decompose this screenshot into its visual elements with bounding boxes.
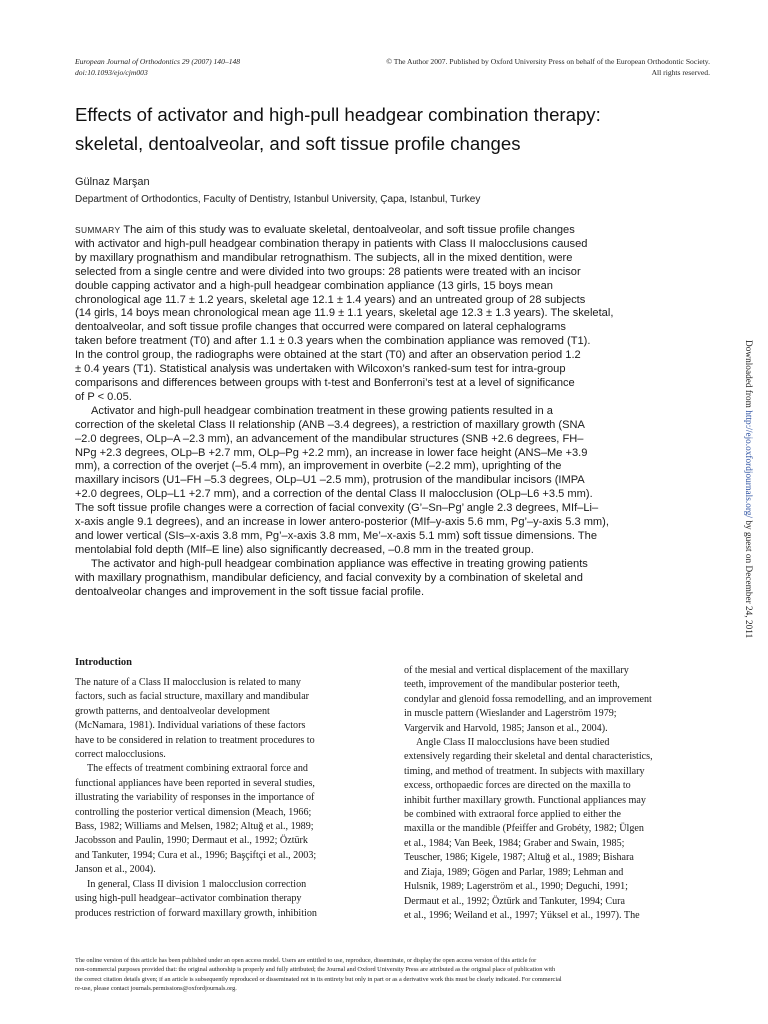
body-line: condylar and glenoid fossa remodelling, and an improvement [404,693,652,705]
open-access-footnote [75,956,711,994]
body-line: correct malocclusions. [75,749,166,761]
body-line: using high-pull headgear–activator combination therapy [75,893,302,905]
body-column-left [75,656,381,921]
body-column-right [404,664,710,923]
author-affiliation: Department of Orthodontics, Faculty of Dentistry, Istanbul University, Çapa, Istanbul, Turkey [75,194,481,205]
body-line: Janson et al., 2004). [75,864,156,876]
citation-line: European Journal of Orthodontics 29 (2007) 140–148 [75,57,241,66]
abstract-para-1 [75,238,711,405]
body-line: Jacobsson and Paulin, 1990; Dermaut et al., 1992; Öztürk [75,835,308,847]
body-line: et al., 1996; Weiland et al., 1997; Yüksel et al., 1997). The [404,909,640,921]
abstract-line: of P < 0.05. [75,390,132,403]
abstract-line: and lower vertical (SIs–x-axis 3.8 mm, Pg’–x-axis 3.8 mm, Me’–x-axis 5.1 mm) soft tissue dimensions. The [75,529,597,542]
article-title [75,100,715,158]
abstract-line: Activator and high-pull headgear combination treatment in these growing patients resulted in a [91,404,553,417]
body-line: Vargervik and Harvold, 1985; Janson et al., 2004). [404,722,608,734]
body-line: Bass, 1982; Williams and Melsen, 1982; Altuğ et al., 1989; [75,821,314,833]
abstract-line: mentolabial fold depth (MIf–E line) also significantly decreased, –0.8 mm in the treated group. [75,543,534,556]
footnote-line: non-commercial purposes provided that: the original authorship is properly and fully attributed; the Journal and Oxford University Press are attributed as the original place of publication with [75,966,556,974]
abstract-line: +2.0 degrees, OLp–L1 +2.7 mm), and a correction of the dental Class II malocclusion (OLp–L6 +3.5 mm). [75,488,593,501]
abstract-line: The activator and high-pull headgear combination appliance was effective in treating growing patients [91,557,588,570]
abstract-line: with maxillary prognathism, mandibular deficiency, and facial convexity by a combination of skeletal and [75,571,583,584]
copyright-line: © The Author 2007. Published by Oxford University Press on behalf of the European Orthodontic Society. [386,57,710,66]
abstract-line: chronological age 11.7 ± 1.2 years, skeletal age 12.1 ± 1.4 years) and an untreated group of 28 subjects [75,293,586,306]
body-line: maxilla or the mandible (Pfeiffer and Grobéty, 1982; Ülgen [404,823,644,835]
abstract-line: maxillary incisors (U1–FH –5.3 degrees, OLp–U1 –2.5 mm), protrusion of the mandibular incisors (IMPA [75,474,585,487]
abstract-line: NPg +2.3 degrees, OLp–B +2.7 mm, OLp–Pg +2.2 mm), an increase in lower face height (ANS–Me +3.9 [75,446,588,459]
intro-para-1 [75,676,381,762]
download-prefix: Downloaded from [743,340,753,411]
body-line: extensively regarding their skeletal and dental characteristics, [404,751,653,763]
footnote-line: the correct citation details given; if an article is subsequently reproduced or disseminated not in its entirety but only in part or as a derivative work this must be clearly indicated. For commercial [75,975,562,983]
body-line: of the mesial and vertical displacement of the maxillary [404,665,629,676]
abstract-line: (14 girls, 14 boys mean chronological mean age 11.9 ± 1.1 years, skeletal age 12.3 ± 1.3 years). The skeletal, [75,307,614,320]
abstract-line: taken before treatment (T0) and after 1.1 ± 0.3 years when the combination appliance was removed (T1). [75,335,591,348]
body-line: factors, such as facial structure, maxillary and mandibular [75,691,310,703]
abstract-line: by maxillary prognathism and mandibular retrognathism. The subjects, all in the mixed dentition, were [75,251,573,264]
body-line: The nature of a Class II malocclusion is related to many [75,677,301,688]
title-line-1: Effects of activator and high-pull headgear combination therapy: [75,104,601,125]
abstract-para-3 [75,558,711,600]
body-line: Dermaut et al., 1992; Öztürk and Tankuter, 1994; Cura [404,895,625,907]
doi-line: doi:10.1093/ejo/cjm003 [75,68,148,77]
abstract-line: ± 0.4 years (T1). Statistical analysis was undertaken with Wilcoxon’s ranked-sum test for intra-group [75,363,566,376]
body-line: Teuscher, 1986; Kigele, 1987; Altuğ et al., 1989; Bishara [404,852,634,864]
download-suffix: by guest on December 24, 2011 [743,518,753,639]
intro-para-5 [404,736,710,923]
author-name: Gülnaz Marşan [75,176,150,188]
abstract [75,224,711,599]
summary-label: SUMMARY [75,225,121,235]
abstract-line: dentoalveolar changes and improvement in the soft tissue facial profile. [75,585,425,598]
intro-para-3 [75,878,381,921]
body-line: be combined with extraoral force applied to either the [404,809,621,821]
section-heading: Introduction [75,657,132,668]
rights-line: All rights reserved. [651,68,710,77]
body-line: timing, and method of treatment. In subjects with maxillary [404,765,645,777]
body-line: and Tankuter, 1994; Cura et al., 1996; Başçiftçi et al., 2003; [75,849,317,861]
footnote-line: re-use, please contact journals.permissions@oxfordjournals.org. [75,985,237,993]
abstract-line: mm), a correction of the overjet (–5.4 mm), an improvement in overbite (–2.2 mm), uprighting of the [75,460,562,473]
abstract-line: dentoalveolar, and soft tissue profile changes that occurred were compared on lateral cephalograms [75,321,566,334]
download-sidebar [737,340,757,690]
abstract-first-line: The aim of this study was to evaluate skeletal, dentoalveolar, and soft tissue profile changes [123,224,575,236]
body-line: The effects of treatment combining extraoral force and [87,763,308,775]
body-line: in muscle pattern (Wieslander and Lagerström 1979; [404,708,617,720]
abstract-line: The soft tissue profile changes were a correction of facial convexity (G’–Sn–Pg’ angle 2.3 degrees, MIf–Li– [75,502,599,515]
body-line: controlling the posterior vertical dimension (Meach, 1966; [75,806,312,818]
body-line: Hulsnik, 1989; Lagerström et al., 1990; Deguchi, 1991; [404,881,628,893]
body-line: growth patterns, and dentoalveolar development [75,705,270,717]
abstract-line: correction of the skeletal Class II relationship (ANB –3.4 degrees), a restriction of maxillary growth (SNA [75,418,585,431]
abstract-line [75,224,711,238]
journal-link[interactable]: http://ejo.oxfordjournals.org/ [743,410,753,518]
body-line: Angle Class II malocclusions have been studied [416,737,610,749]
intro-para-2 [75,762,381,877]
abstract-line: comparisons and differences between groups with t-test and Bonferroni’s test at a level of significance [75,376,575,389]
title-line-2: skeletal, dentoalveolar, and soft tissue profile changes [75,133,521,154]
copyright-notice [330,56,710,78]
body-line: inhibit further maxillary growth. Functional appliances may [404,794,646,806]
intro-para-4 [404,664,710,736]
body-line: In general, Class II division 1 malocclusion correction [87,878,307,890]
abstract-line: In the control group, the radiographs were obtained at the start (T0) and after an observation period 1.2 [75,349,581,362]
body-line: and Ziaja, 1989; Gögen and Parlar, 1989; Lehman and [404,866,624,878]
body-line: functional appliances have been reported in several studies, [75,777,315,789]
body-line: teeth, improvement of the mandibular posterior teeth, [404,679,620,691]
abstract-para-2 [75,405,711,558]
body-line: illustrating the variability of responses in the importance of [75,792,315,804]
abstract-line: selected from a single centre and were divided into two groups: 28 patients were treated with an incisor [75,265,581,278]
body-line: excess, orthopaedic forces are directed on the maxilla to [404,780,631,792]
abstract-line: x-axis angle 9.1 degrees), and an increase in lower antero-posterior (MIf–y-axis 5.6 mm, Pg’–y-axis 5.3 mm), [75,516,609,529]
abstract-line: –2.0 degrees, OLp–A –2.3 mm), an advancement of the mandibular structures (SNB +2.6 degrees, FH– [75,432,584,445]
body-line: have to be considered in relation to treatment procedures to [75,734,315,746]
body-line: (McNamara, 1981). Individual variations of these factors [75,720,306,732]
footnote-line: The online version of this article has been published under an open access model. Users are entitled to use, reproduce, disseminate, or display the open access version of this article for [75,957,537,964]
body-line: produces restriction of forward maxillary growth, inhibition [75,907,317,919]
abstract-line: double capping activator and a high-pull headgear combination appliance (13 girls, 15 boys mean [75,279,553,292]
body-line: et al., 1984; Van Beek, 1984; Graber and Swain, 1985; [404,837,625,849]
download-notice [742,340,754,638]
abstract-line: with activator and high-pull headgear combination therapy in patients with Class II malocclusions caused [75,237,588,250]
